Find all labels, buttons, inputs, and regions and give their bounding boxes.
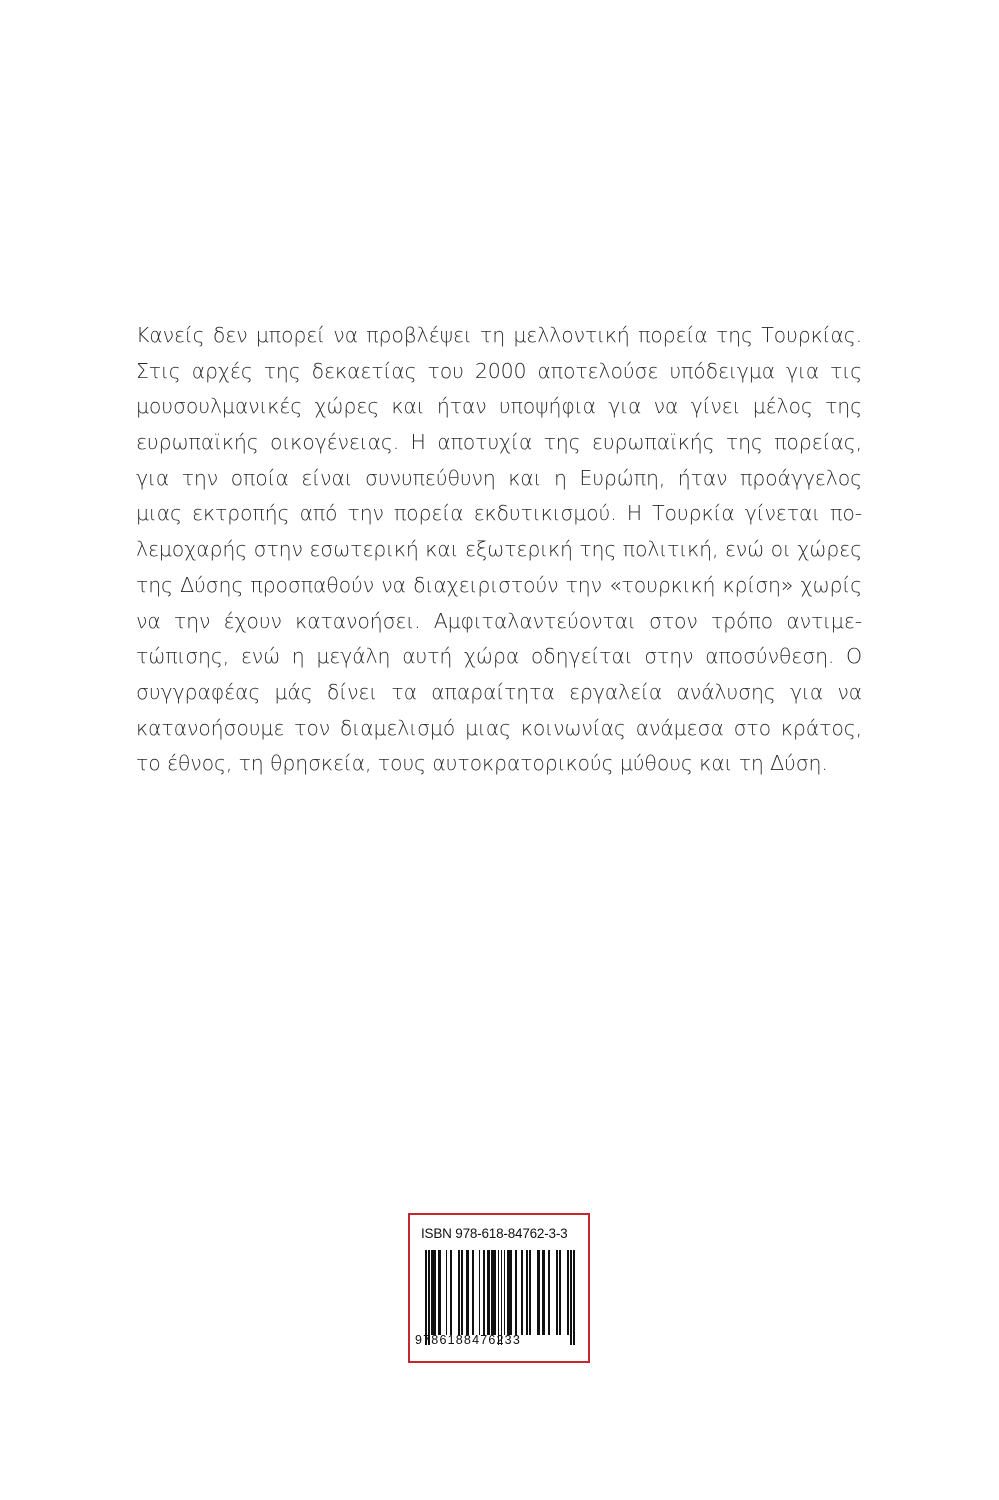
blurb-line: το έθνος, τη θρησκεία, τους αυτοκρατορικούς μύθους και τη Δύση. — [136, 751, 828, 776]
blurb-line: μουσουλμανικές χώρες και ήταν υποψήφια για να γίνει μέλος της — [136, 394, 862, 419]
barcode-bars — [425, 1250, 575, 1345]
blurb-line: συγγραφέας μάς δίνει τα απαραίτητα εργαλεία ανάλυσης για να — [136, 679, 862, 704]
blurb-line: για την οποία είναι συνυπεύθυνη και η Ευρώπη, ήταν προάγγελος — [136, 465, 862, 490]
blurb-line: Κανείς δεν μπορεί να προβλέψει τη μελλοντική πορεία της Τουρκίας. — [136, 323, 862, 347]
blurb-line: κατανοήσουμε τον διαμελισμό μιας κοινωνίας ανάμεσα στο κράτος, — [136, 715, 862, 740]
back-cover-blurb — [136, 318, 862, 782]
isbn-label: ISBN 978-618-84762-3-3 — [421, 1226, 568, 1241]
blurb-line: Στις αρχές της δεκαετίας του 2000 αποτελούσε υπόδειγμα για τις — [136, 358, 862, 383]
blurb-line: ευρωπαϊκής οικογένειας. Η αποτυχία της ευρωπαϊκής της πορείας, — [136, 430, 862, 455]
ean-digits: 9786188476233 — [415, 1333, 521, 1347]
blurb-line: μιας εκτροπής από την πορεία εκδυτικισμού. Η Τουρκία γίνεται πο- — [136, 501, 862, 526]
blurb-line: της Δύσης προσπαθούν να διαχειριστούν την «τουρκική κρίση» χωρίς — [136, 572, 862, 597]
blurb-line: να την έχουν κατανοήσει. Αμφιταλαντεύονται στον τρόπο αντιμε- — [136, 608, 862, 633]
barcode-bar — [573, 1250, 575, 1345]
isbn-barcode-box — [408, 1213, 590, 1363]
blurb-line: λεμοχαρής στην εσωτερική και εξωτερική της πολιτική, ενώ οι χώρες — [136, 537, 862, 562]
blurb-line: τώπισης, ενώ η μεγάλη αυτή χώρα οδηγείται στην αποσύνθεση. Ο — [136, 644, 862, 669]
